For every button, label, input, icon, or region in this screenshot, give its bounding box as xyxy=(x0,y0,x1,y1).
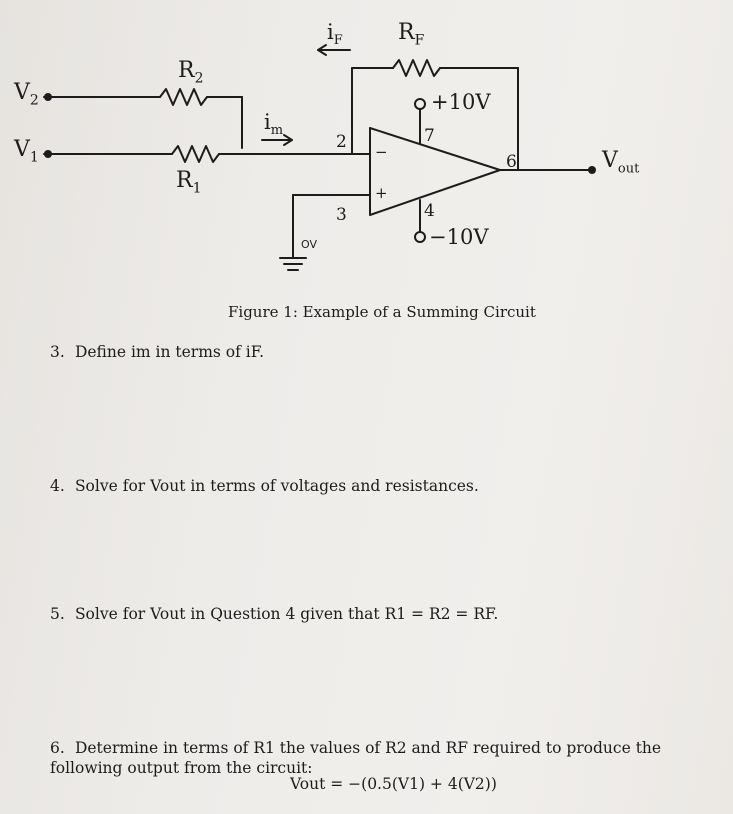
v1-label: $V_1$ xyxy=(14,137,39,166)
pin-6-label: 6 xyxy=(506,152,517,172)
plus10-label: +10V xyxy=(431,90,491,114)
pin-4-label: 4 xyxy=(424,201,435,221)
question-4-number: 4. xyxy=(50,477,65,495)
if-label: $i_F$ xyxy=(327,20,343,49)
inverting-sign: − xyxy=(375,143,388,161)
op-amp-triangle xyxy=(370,128,500,215)
question-4 xyxy=(50,477,479,496)
r2-label: $R_2$ xyxy=(178,58,204,87)
im-label: $i_m$ xyxy=(264,110,284,139)
question-6-number: 6. xyxy=(50,739,65,757)
figure-caption: Figure 1: Example of a Summing Circuit xyxy=(228,303,536,321)
question-3-text: Define im in terms of iF. xyxy=(74,343,265,361)
v2-label: $V_2$ xyxy=(14,80,39,109)
rf-label: $R_F$ xyxy=(398,20,425,49)
question-3-number: 3. xyxy=(50,343,65,361)
minus10-terminal xyxy=(415,232,425,242)
question-5-number: 5. xyxy=(50,605,65,623)
question-4-text: Solve for Vout in terms of voltages and resistances. xyxy=(74,477,479,495)
question-3 xyxy=(50,343,264,362)
vout-terminal xyxy=(588,166,596,174)
pin-3-label: 3 xyxy=(336,205,347,225)
question-6-text: Determine in terms of R1 the values of R2 and RF required to produce the following output from the circuit: xyxy=(50,739,662,778)
target-equation: Vout = −(0.5(V1) + 4(V2)) xyxy=(290,775,497,793)
noninverting-sign: + xyxy=(375,184,388,202)
r1-label: $R_1$ xyxy=(176,168,202,197)
vout-label: $V_{out}$ xyxy=(602,148,640,177)
rf-resistor xyxy=(393,60,440,76)
question-6 xyxy=(50,738,700,778)
question-5-text: Solve for Vout in Question 4 given that R1 = R2 = RF. xyxy=(74,605,499,623)
plus10-terminal xyxy=(415,99,425,109)
ov-label: OV xyxy=(301,238,317,251)
minus10-label: −10V xyxy=(429,225,489,249)
v1-terminal xyxy=(44,150,52,158)
pin-2-label: 2 xyxy=(336,132,347,152)
pin-7-label: 7 xyxy=(424,126,435,146)
r1-resistor xyxy=(172,146,219,162)
r2-resistor xyxy=(160,89,207,105)
question-5 xyxy=(50,605,498,624)
v2-terminal xyxy=(44,93,52,101)
